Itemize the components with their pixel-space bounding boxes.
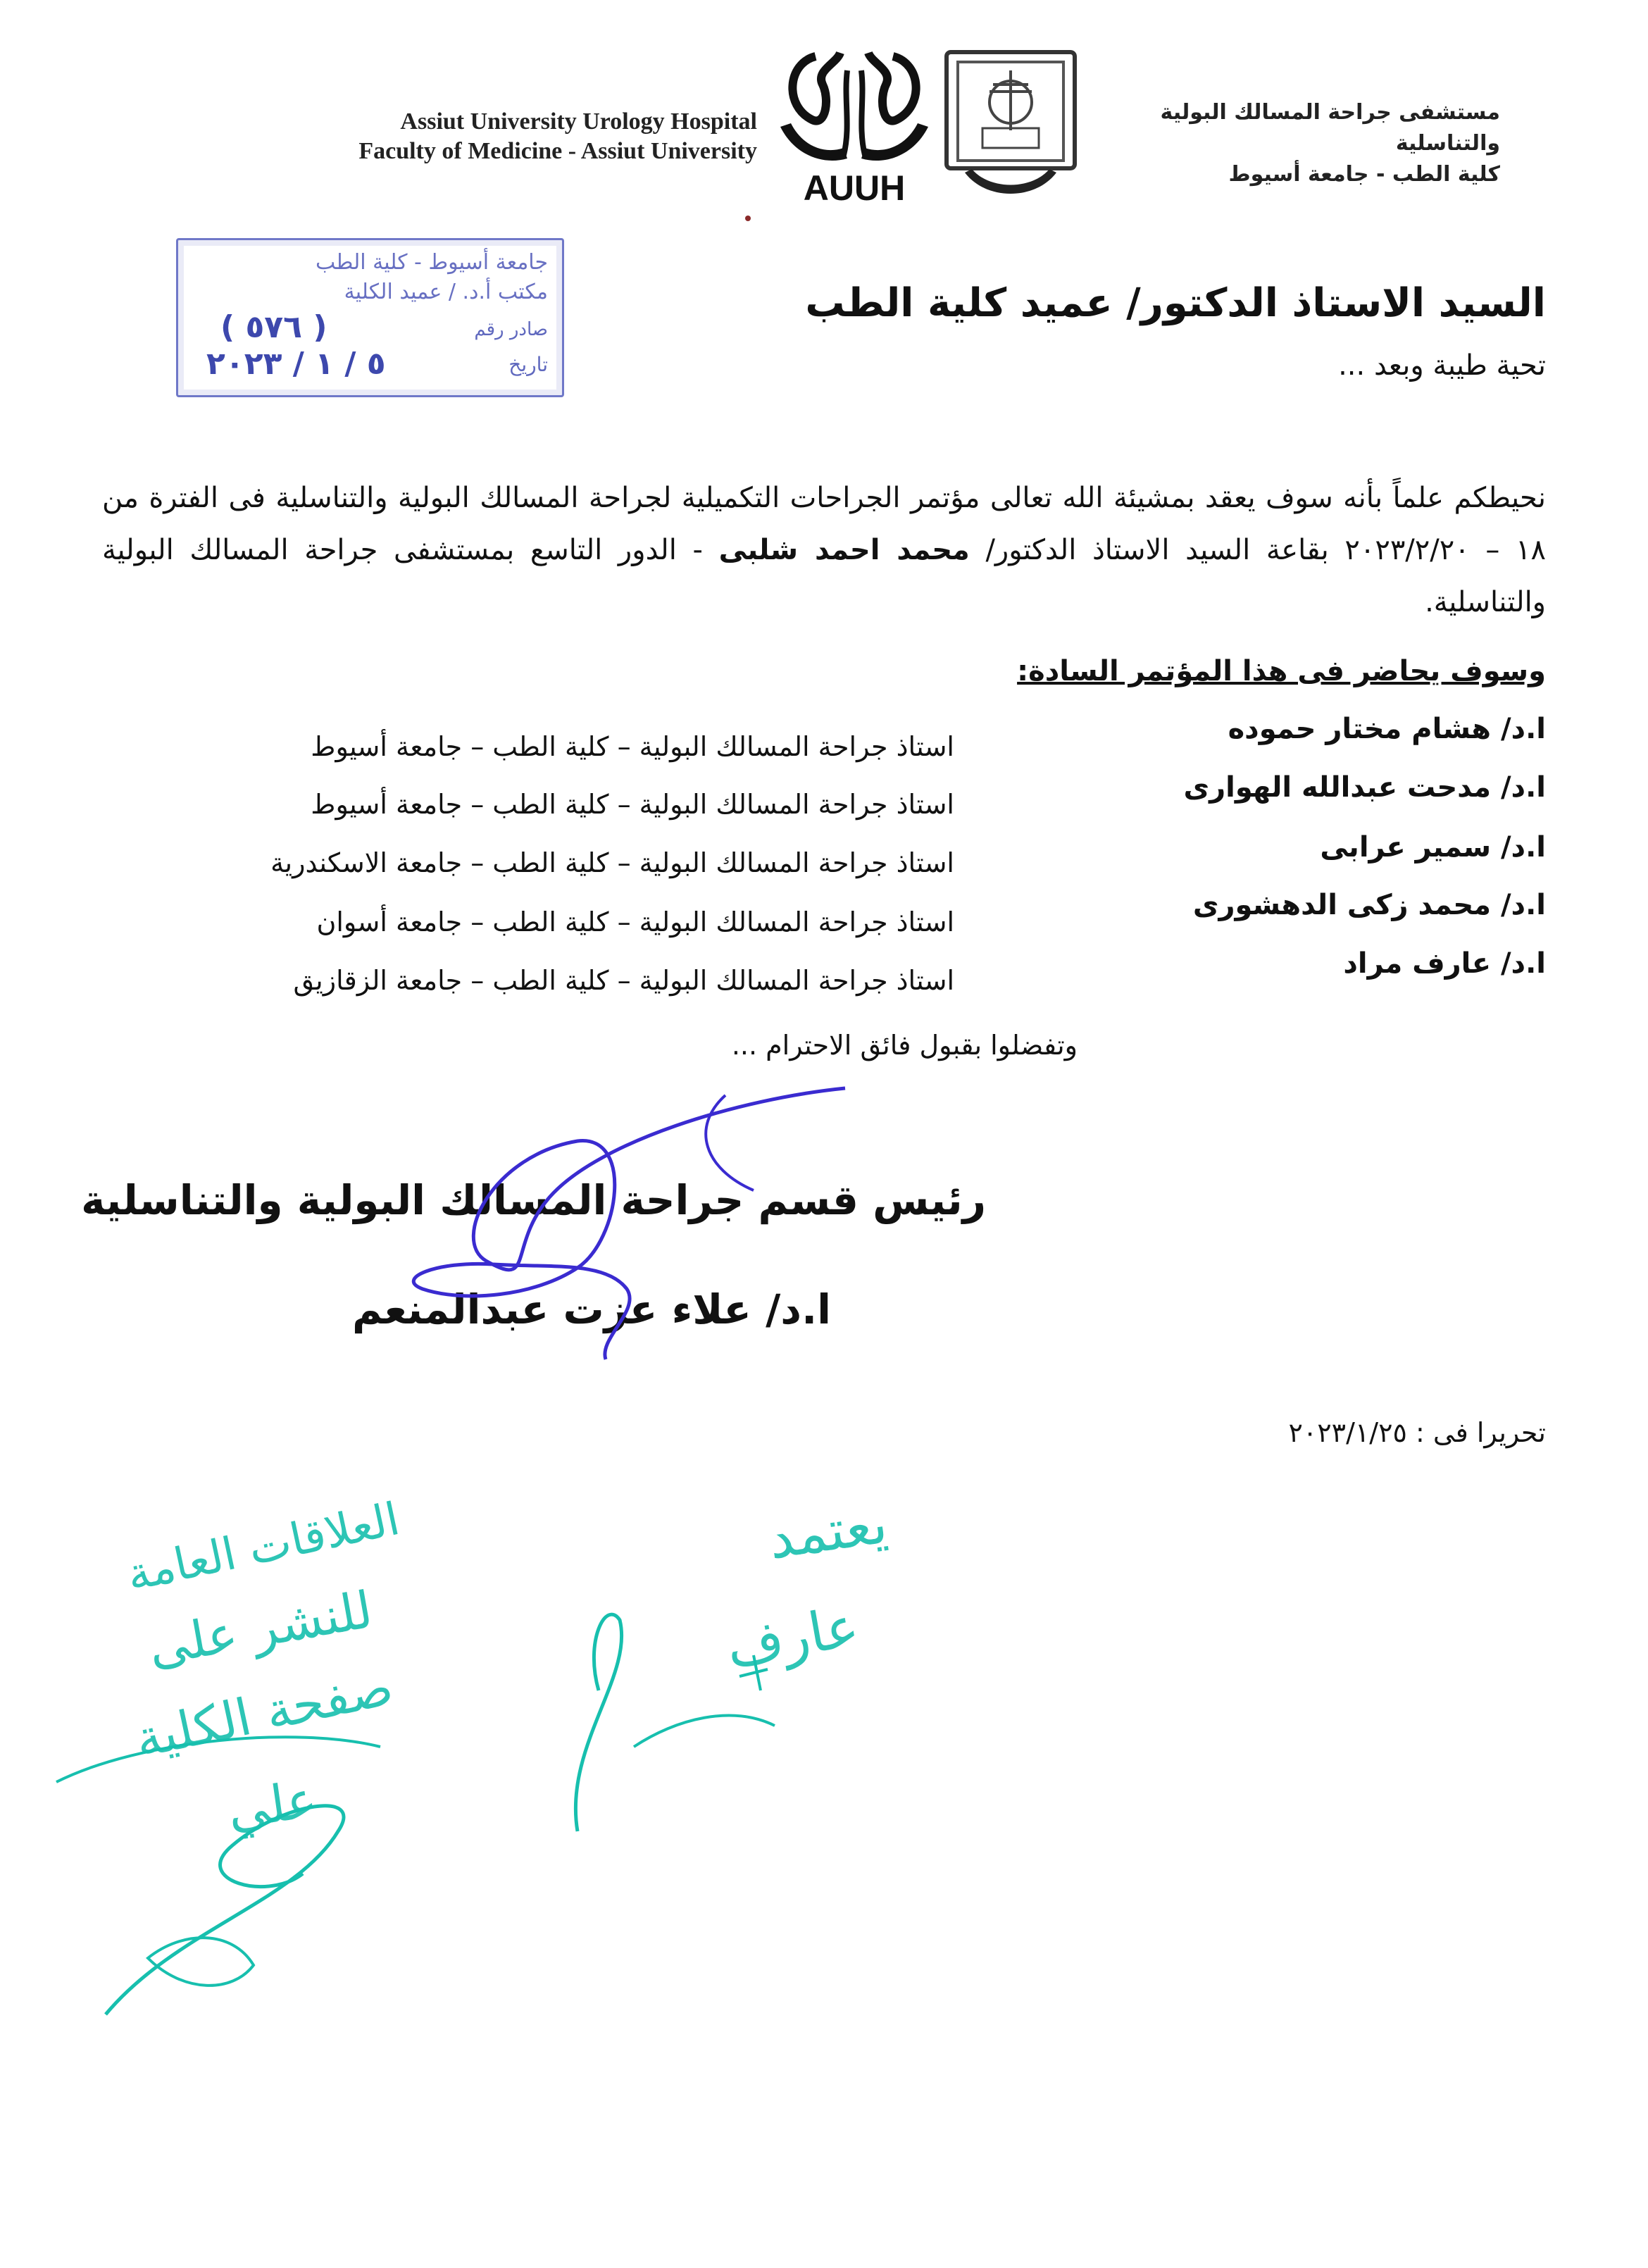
dean-office-outgoing-stamp xyxy=(176,238,564,397)
letter-body-paragraph xyxy=(102,472,1546,628)
hospital-name-english xyxy=(320,107,757,166)
signatory-title: رئيس قسم جراحة المسالك البولية والتناسلية xyxy=(81,1176,986,1224)
stamp-line4: تاريخ xyxy=(508,353,548,376)
speaker-title: استاذ جراحة المسالك البولية – كلية الطب – جامعة أسيوط xyxy=(311,731,954,762)
english-header-line1: Assiut University Urology Hospital xyxy=(400,108,757,135)
paragraph-part1: نحيطكم علماً بأنه سوف يعقد بمشيئة الله تعالى مؤتمر الجراحات التكميلية لجراحة المسالك البولية والتناسلية فى الفترة من ١٨ – ٢٠٢٣/٢/٢٠ بقاعة السيد الاستاذ الدكتور/ xyxy=(102,482,1546,566)
note-left-line4: علي xyxy=(223,1769,321,1840)
speaker-name: ا.د/ عارف مراد xyxy=(1343,947,1546,980)
stamp-line3: صادر رقم xyxy=(474,319,548,340)
stamp-line2: مكتب أ.د. / عميد الكلية xyxy=(344,280,548,304)
note-right-line1: يعتمد xyxy=(764,1492,892,1572)
note-right-line2: عارف xyxy=(721,1595,864,1681)
handwritten-note-left xyxy=(49,1493,416,1979)
letter-greeting: تحية طيبة وبعد ... xyxy=(1338,349,1546,382)
speaker-name: ا.د/ هشام مختار حموده xyxy=(1228,713,1546,745)
note-left-line3: صفحة الكلية xyxy=(129,1657,398,1769)
note-left-line2: للنشر على xyxy=(143,1579,377,1678)
stamp-line1: جامعة أسيوط - كلية الطب xyxy=(316,250,548,275)
english-header-line2: Faculty of Medicine - Assiut University xyxy=(358,138,757,164)
hospital-name-arabic xyxy=(1106,97,1500,190)
handwritten-note-right xyxy=(549,1492,916,1796)
speaker-name: ا.د/ مدحت عبدالله الهوارى xyxy=(1183,771,1546,804)
signatory-name: ا.د/ علاء عزت عبدالمنعم xyxy=(352,1285,831,1333)
speakers-heading: وسوف يحاضر فى هذا المؤتمر السادة: xyxy=(1017,655,1546,687)
stamp-date: ٥ / ١ / ٢٠٢٣ xyxy=(206,346,386,382)
letter-closing: وتفضلوا بقبول فائق الاحترام ... xyxy=(731,1030,1078,1061)
speaker-title: استاذ جراحة المسالك البولية – كلية الطب – جامعة أسيوط xyxy=(311,789,954,820)
speaker-title: استاذ جراحة المسالك البولية – كلية الطب – جامعة الزقازيق xyxy=(293,965,954,996)
stamp-number: ( ٥٧٦ ) xyxy=(220,309,327,345)
arabic-header-line1: مستشفى جراحة المسالك البولية والتناسلية xyxy=(1160,100,1500,156)
paragraph-part2: - الدور التاسع بمستشفى جراحة المسالك البولية والتناسلية. xyxy=(102,534,1546,618)
speaker-name: ا.د/ سمير عرابى xyxy=(1320,831,1546,864)
assiut-university-seal-icon xyxy=(944,49,1078,201)
issue-date: تحريرا فى : ٢٠٢٣/١/٢٥ xyxy=(1288,1417,1546,1448)
note-left-line1: العلاقات العامة xyxy=(122,1493,404,1602)
speaker-name: ا.د/ محمد زكى الدهشورى xyxy=(1192,889,1546,921)
arabic-header-line2: كلية الطب - جامعة أسيوط xyxy=(1228,162,1500,187)
speaker-title: استاذ جراحة المسالك البولية – كلية الطب – جامعة الاسكندرية xyxy=(270,847,954,878)
ink-speck xyxy=(745,216,751,221)
letter-addressee: السيد الاستاذ الدكتور/ عميد كلية الطب xyxy=(805,280,1546,326)
auuh-logo-text: AUUH xyxy=(803,168,906,208)
speaker-title: استاذ جراحة المسالك البولية – كلية الطب – جامعة أسوان xyxy=(316,906,954,937)
paragraph-hall-name: محمد احمد شلبى xyxy=(718,534,970,566)
